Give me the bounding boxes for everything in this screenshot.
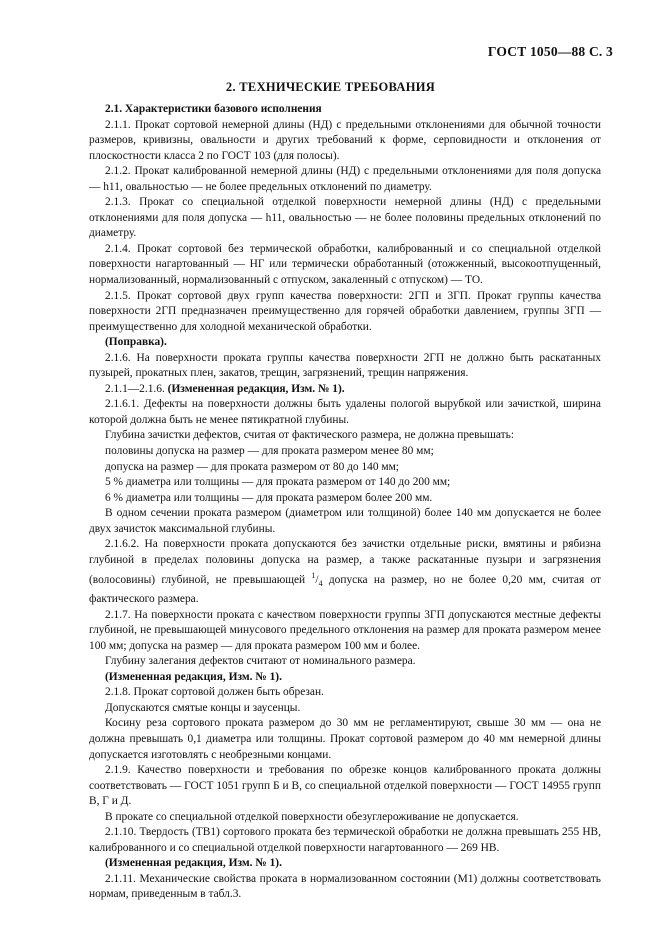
subsection-heading: 2.1. Характеристики базового исполнения [105, 103, 322, 115]
paragraph-cut-note: Косину реза сортового проката размером до 30 мм не регламентируют, свыше 30 мм — она не должна превышать 0,1 диаметра или толщины. Прокат сортовой размером до 40 мм немерной длины допускается изготовлять с необрезными концами. [89, 717, 601, 761]
paragraph-2-1-8: 2.1.8. Прокат сортовой должен быть обрезан. [105, 686, 324, 699]
paragraph-text: допуска на размер, но не более 0,20 мм, считая от фактического размера. [89, 574, 601, 606]
paragraph-text: 2.1.6.2. На поверхности проката допускаются без зачистки отдельные риски, вмятины и рябизна глубиной в пределах половины допуска на размер, а также раскатанные пузыри и загрязнения (волосовины) глубиной, не превышающей [89, 538, 601, 587]
paragraph-decarb-note: В прокате со специальной отделкой поверхности обезуглероживание не допускается. [105, 810, 519, 823]
section-title: 2. ТЕХНИЧЕСКИЕ ТРЕБОВАНИЯ [225, 80, 436, 94]
paragraph-2-1-4: 2.1.4. Прокат сортовой без термической обработки, калиброванный и со специальной отделкой поверхности нагартованный — НГ или термически обработанный (отожженный, высокоотпущенный, нормализованный, нормализованный с отпуском, закаленный с отпуском) — ТО. [89, 242, 601, 287]
paragraph-2-1-9: 2.1.9. Качество поверхности и требования по обрезке концов калиброванного проката должны соответствовать — ГОСТ 1051 групп Б и В, со специальной отделкой поверхности — ГОСТ 14955 групп В, Г и Д. [89, 764, 601, 808]
fraction-denominator: 4 [318, 579, 323, 589]
document-body [89, 102, 601, 903]
amendment-note: (Измененная редакция, Изм. № 1). [105, 670, 282, 683]
paragraph-2-1-1: 2.1.1. Прокат сортовой немерной длины (НД) с предельными отклонениями для обычной точности размеров, кривизны, овальности и других требований к форме, серповидности и отклонения от плоскостности класса 2 по ГОСТ 103 (для полосы). [89, 118, 601, 162]
amendment-note: (Поправка). [105, 336, 167, 349]
list-item: 6 % диаметра или толщины — для проката размером более 200 мм. [105, 491, 433, 504]
list-item: 5 % диаметра или толщины — для проката размером от 140 до 200 мм; [105, 476, 451, 489]
amendment-range-line [89, 382, 601, 398]
range-label: 2.1.1—2.1.6. [105, 382, 168, 395]
list-item: половины допуска на размер — для проката размером менее 80 мм; [105, 445, 434, 458]
paragraph-2-1-11: 2.1.11. Механические свойства проката в нормализованном состоянии (М1) должны соответствовать нормам, приведенным в табл.3. [89, 872, 601, 901]
paragraph-2-1-10: 2.1.10. Твердость (ТВ1) сортового проката без термической обработки не должна превышать 255 НВ, калиброванного и со специальной отделкой поверхности нагартованного — 269 НВ. [89, 826, 601, 854]
paragraph-2-1-7: 2.1.7. На поверхности проката с качеством поверхности группы 3ГП допускаются местные дефекты глубиной, не превышающей минусового предельного отклонения на размер для проката размером менее 100 мм; допуска на размер — для проката размером 100 мм и более. [89, 608, 601, 652]
paragraph-depth-intro: Глубина зачистки дефектов, считая от фактического размера, не должна превышать: [105, 429, 515, 442]
paragraph-2-1-6: 2.1.6. На поверхности проката группы качества поверхности 2ГП не должно быть раскатанных пузырей, прокатных плен, закатов, трещин, загрязнений, трещин напряжения. [89, 351, 601, 380]
paragraph-2-1-6-1: 2.1.6.1. Дефекты на поверхности должны быть удалены пологой вырубкой или зачисткой, ширина которой должна быть не менее пятикратной глубины. [89, 398, 601, 426]
page-header: ГОСТ 1050—88 С. 3 [487, 44, 613, 59]
paragraph-2-1-5: 2.1.5. Прокат сортовой двух групп качества поверхности: 2ГП и 3ГП. Прокат группы качества поверхности 2ГП предназначен преимущественно для горячей обработки давлением, группы 3ГП — преимущественно для холодной механической обработки. [89, 289, 601, 333]
paragraph-2-1-6-2: 2.1.6.2. На поверхности проката допускаются без зачистки отдельные риски, вмятины и рябизна глубиной в пределах половины допуска на размер, а также раскатанные пузыри и загрязнения (волосовины) глубиной, не превышающей $^1/_4$ допуска на размер, но не более 0,20 мм, считая от фактического размера. [89, 538, 601, 606]
paragraph-2-1-3: 2.1.3. Прокат со специальной отделкой поверхности немерной длины (НД) с предельными отклонениями для поля допуска — h11, овальностью — не более половины предельных отклонений по диаметру. [89, 196, 601, 240]
paragraph-2-1-2: 2.1.2. Прокат калиброванной немерной длины (НД) с предельными отклонениями для поля допуска — h11, овальностью — не более предельных отклонений по диаметру. [89, 165, 601, 193]
list-item: допуска на размер — для проката размером от 80 до 140 мм; [105, 460, 399, 473]
paragraph-section-note: В одном сечении проката размером (диаметром или толщиной) более 140 мм допускается не более двух зачисток максимальной глубины. [89, 507, 601, 535]
paragraph-ends-note: Допускаются смятые концы и заусенцы. [105, 701, 301, 714]
amendment-note: (Измененная редакция, Изм. № 1). [105, 857, 282, 870]
paragraph-depth-note: Глубину залегания дефектов считают от номинального размера. [105, 655, 416, 668]
fraction-numerator: 1 [311, 571, 316, 581]
amendment-note: (Измененная редакция, Изм. № 1). [167, 382, 345, 395]
